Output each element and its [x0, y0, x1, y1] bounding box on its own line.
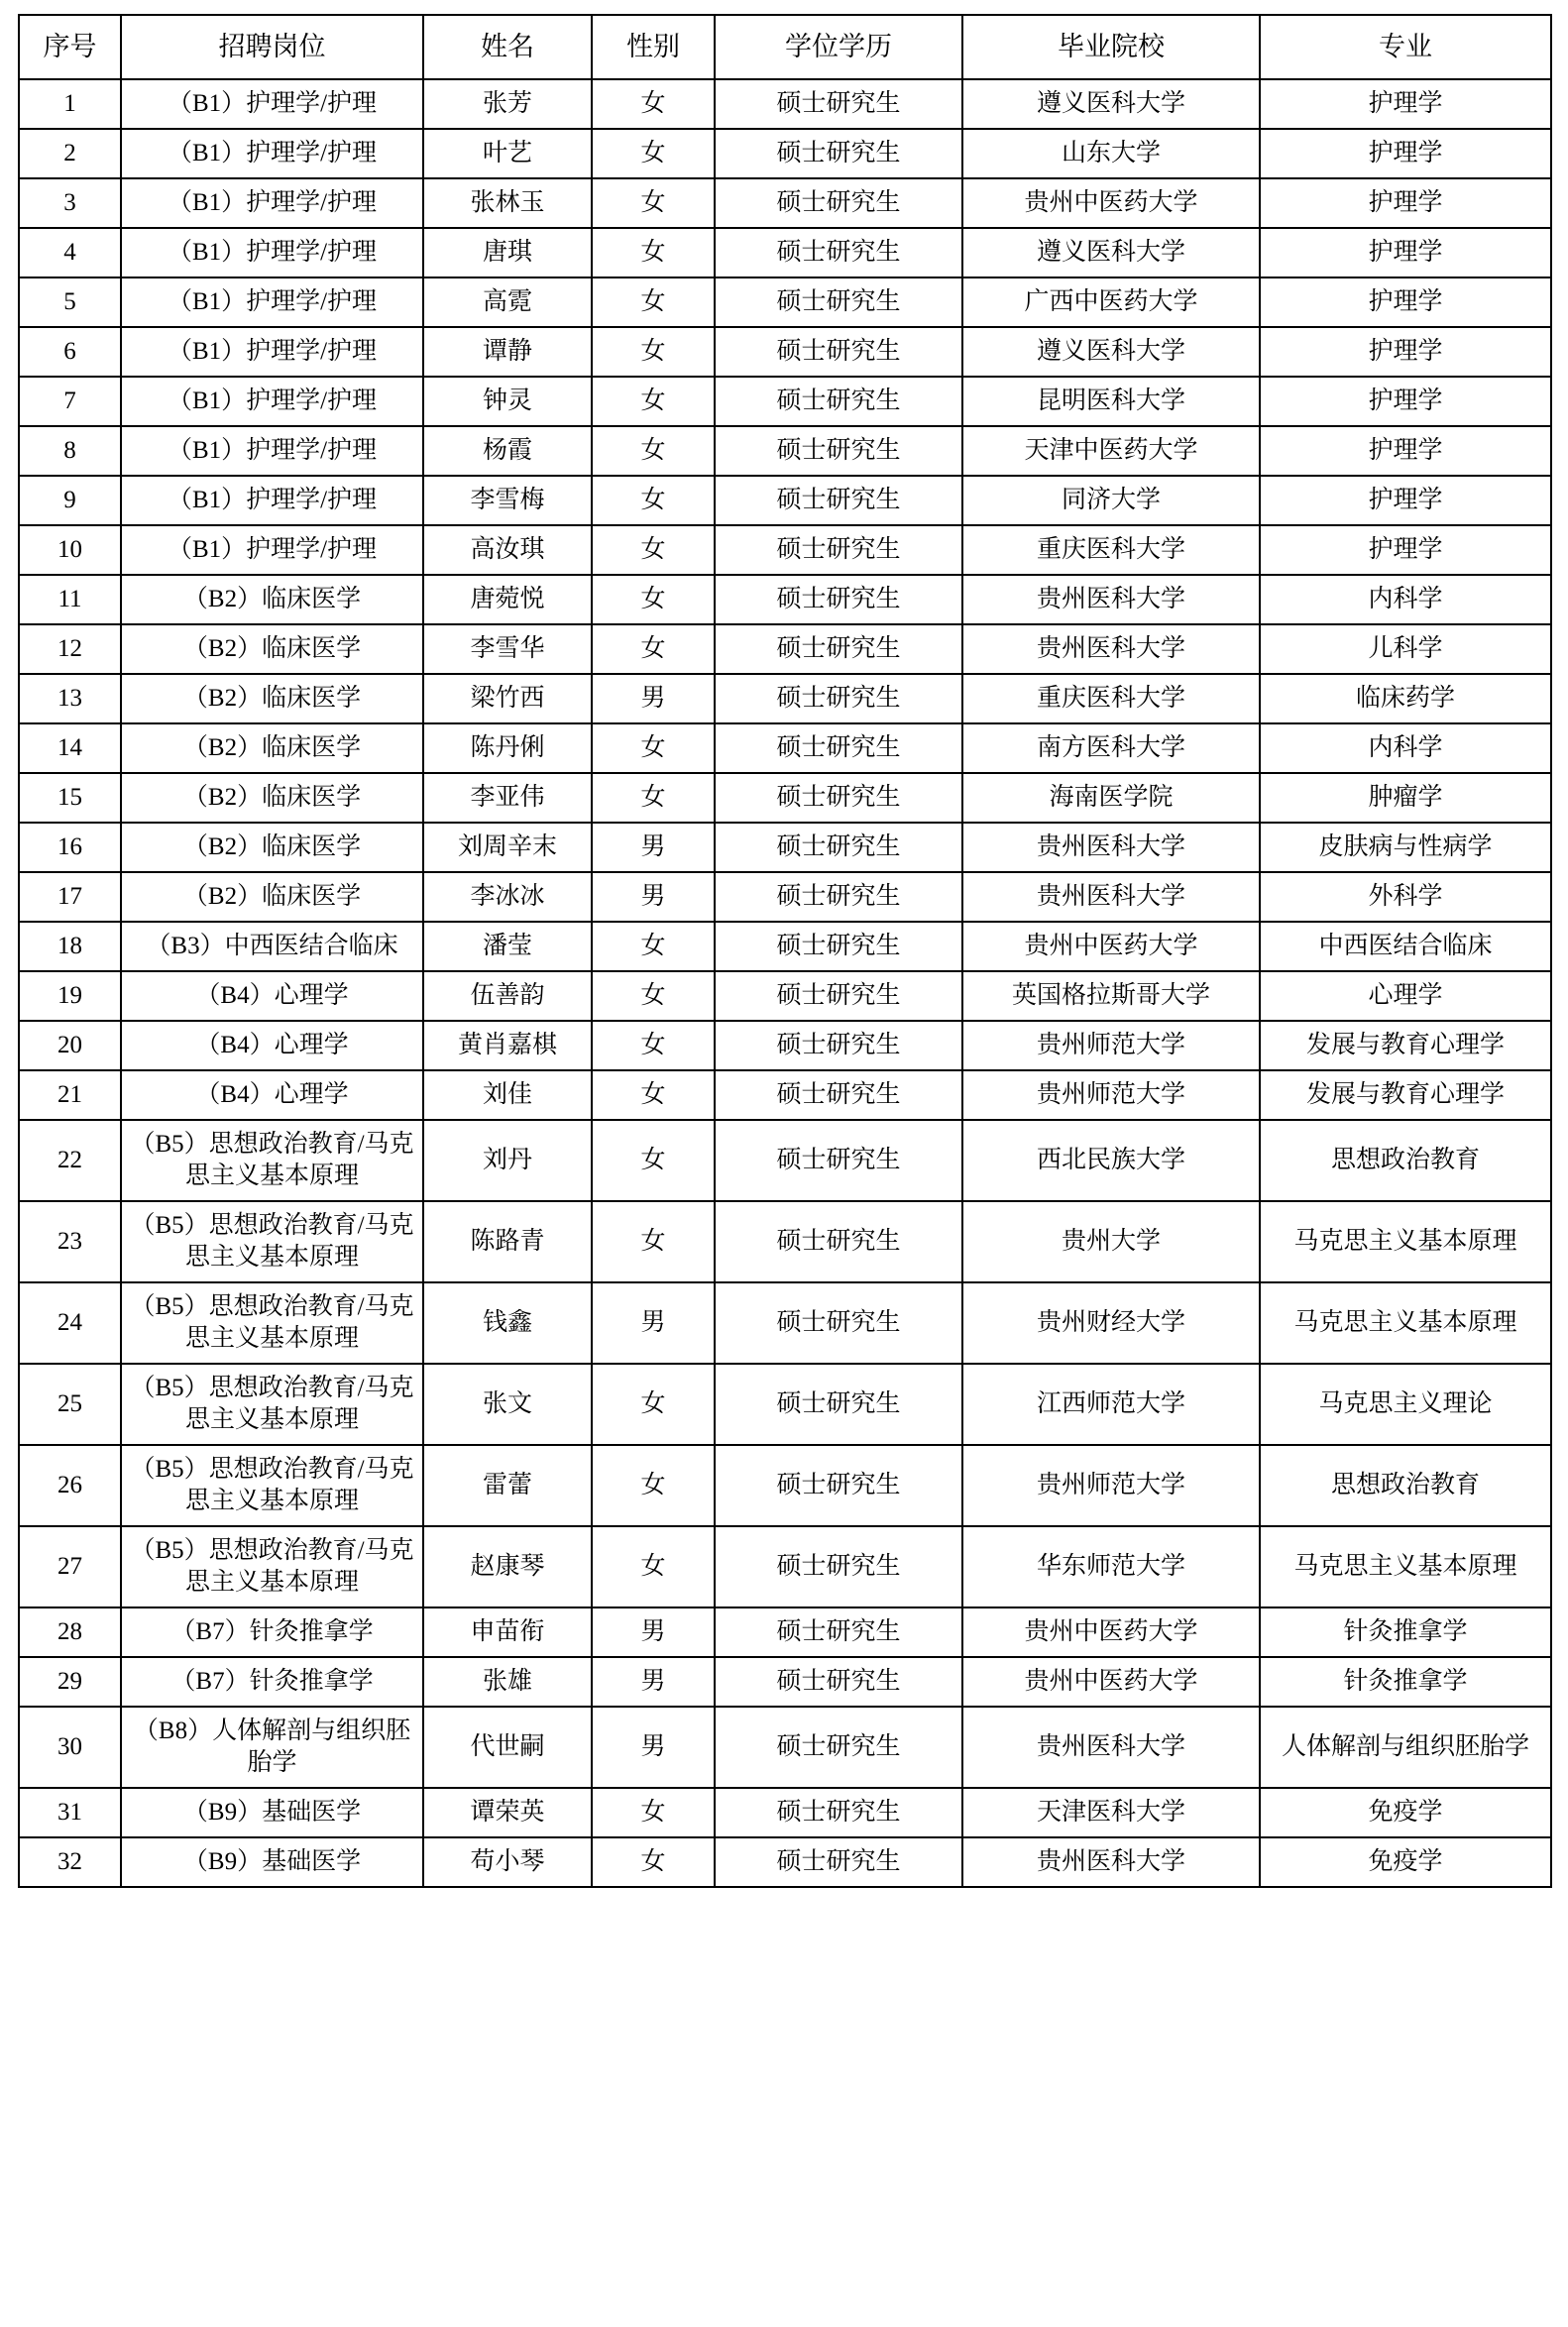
cell-gender: 女 — [592, 228, 715, 277]
cell-gender: 男 — [592, 872, 715, 922]
cell-degree: 硕士研究生 — [715, 1526, 962, 1607]
cell-school: 广西中医药大学 — [962, 277, 1260, 327]
column-header-index: 序号 — [19, 15, 121, 79]
cell-major: 心理学 — [1260, 971, 1551, 1021]
cell-degree: 硕士研究生 — [715, 476, 962, 525]
cell-name: 雷蕾 — [423, 1445, 592, 1526]
cell-major: 外科学 — [1260, 872, 1551, 922]
cell-degree: 硕士研究生 — [715, 228, 962, 277]
cell-gender: 男 — [592, 674, 715, 723]
cell-post: （B7）针灸推拿学 — [121, 1607, 423, 1657]
cell-index: 30 — [19, 1707, 121, 1788]
cell-degree: 硕士研究生 — [715, 129, 962, 178]
cell-index: 28 — [19, 1607, 121, 1657]
cell-name: 高汝琪 — [423, 525, 592, 575]
cell-major: 护理学 — [1260, 79, 1551, 129]
cell-index: 23 — [19, 1201, 121, 1282]
cell-degree: 硕士研究生 — [715, 1021, 962, 1070]
cell-degree: 硕士研究生 — [715, 1070, 962, 1120]
cell-post: （B1）护理学/护理 — [121, 377, 423, 426]
cell-index: 21 — [19, 1070, 121, 1120]
cell-major: 护理学 — [1260, 377, 1551, 426]
cell-post: （B2）临床医学 — [121, 723, 423, 773]
cell-name: 张林玉 — [423, 178, 592, 228]
cell-degree: 硕士研究生 — [715, 624, 962, 674]
cell-post: （B9）基础医学 — [121, 1837, 423, 1887]
cell-name: 张雄 — [423, 1657, 592, 1707]
cell-index: 27 — [19, 1526, 121, 1607]
cell-index: 26 — [19, 1445, 121, 1526]
cell-post: （B2）临床医学 — [121, 872, 423, 922]
cell-major: 针灸推拿学 — [1260, 1607, 1551, 1657]
cell-name: 钟灵 — [423, 377, 592, 426]
cell-major: 护理学 — [1260, 327, 1551, 377]
cell-index: 2 — [19, 129, 121, 178]
cell-name: 唐琪 — [423, 228, 592, 277]
table-row — [19, 79, 1551, 129]
cell-name: 钱鑫 — [423, 1282, 592, 1364]
cell-major: 护理学 — [1260, 178, 1551, 228]
cell-name: 张文 — [423, 1364, 592, 1445]
cell-post: （B1）护理学/护理 — [121, 476, 423, 525]
table-header — [19, 15, 1551, 79]
table-row — [19, 1788, 1551, 1837]
cell-degree: 硕士研究生 — [715, 1445, 962, 1526]
cell-post: （B1）护理学/护理 — [121, 178, 423, 228]
cell-gender: 女 — [592, 624, 715, 674]
cell-major: 马克思主义基本原理 — [1260, 1526, 1551, 1607]
cell-index: 7 — [19, 377, 121, 426]
cell-name: 赵康琴 — [423, 1526, 592, 1607]
cell-name: 伍善韵 — [423, 971, 592, 1021]
cell-index: 10 — [19, 525, 121, 575]
table-body — [19, 79, 1551, 1887]
table-row — [19, 723, 1551, 773]
cell-school: 遵义医科大学 — [962, 228, 1260, 277]
cell-major: 中西医结合临床 — [1260, 922, 1551, 971]
cell-major: 马克思主义理论 — [1260, 1364, 1551, 1445]
cell-gender: 女 — [592, 377, 715, 426]
cell-gender: 女 — [592, 277, 715, 327]
cell-school: 贵州师范大学 — [962, 1021, 1260, 1070]
cell-gender: 女 — [592, 575, 715, 624]
cell-major: 免疫学 — [1260, 1788, 1551, 1837]
table-row — [19, 922, 1551, 971]
cell-post: （B2）临床医学 — [121, 575, 423, 624]
cell-major: 内科学 — [1260, 575, 1551, 624]
table-row — [19, 1526, 1551, 1607]
cell-post: （B1）护理学/护理 — [121, 327, 423, 377]
cell-gender: 女 — [592, 971, 715, 1021]
cell-index: 15 — [19, 773, 121, 823]
cell-school: 贵州中医药大学 — [962, 922, 1260, 971]
table-row — [19, 575, 1551, 624]
cell-post: （B9）基础医学 — [121, 1788, 423, 1837]
cell-name: 刘佳 — [423, 1070, 592, 1120]
cell-gender: 男 — [592, 1707, 715, 1788]
cell-major: 肿瘤学 — [1260, 773, 1551, 823]
cell-index: 20 — [19, 1021, 121, 1070]
cell-gender: 男 — [592, 1607, 715, 1657]
cell-name: 陈丹俐 — [423, 723, 592, 773]
cell-post: （B5）思想政治教育/马克思主义基本原理 — [121, 1445, 423, 1526]
cell-school: 重庆医科大学 — [962, 525, 1260, 575]
recruitment-candidates-table — [18, 14, 1552, 1888]
cell-school: 天津医科大学 — [962, 1788, 1260, 1837]
cell-index: 18 — [19, 922, 121, 971]
cell-name: 梁竹西 — [423, 674, 592, 723]
cell-index: 12 — [19, 624, 121, 674]
cell-gender: 男 — [592, 823, 715, 872]
cell-name: 杨霞 — [423, 426, 592, 476]
cell-degree: 硕士研究生 — [715, 971, 962, 1021]
cell-school: 南方医科大学 — [962, 723, 1260, 773]
cell-school: 昆明医科大学 — [962, 377, 1260, 426]
cell-major: 护理学 — [1260, 277, 1551, 327]
table-row — [19, 1364, 1551, 1445]
table-row — [19, 129, 1551, 178]
cell-school: 重庆医科大学 — [962, 674, 1260, 723]
cell-post: （B2）临床医学 — [121, 823, 423, 872]
cell-gender: 女 — [592, 1788, 715, 1837]
cell-school: 贵州大学 — [962, 1201, 1260, 1282]
cell-index: 3 — [19, 178, 121, 228]
cell-index: 4 — [19, 228, 121, 277]
column-header-post: 招聘岗位 — [121, 15, 423, 79]
cell-school: 贵州医科大学 — [962, 1837, 1260, 1887]
cell-school: 贵州中医药大学 — [962, 1657, 1260, 1707]
cell-degree: 硕士研究生 — [715, 575, 962, 624]
cell-school: 遵义医科大学 — [962, 327, 1260, 377]
cell-major: 发展与教育心理学 — [1260, 1070, 1551, 1120]
cell-gender: 女 — [592, 922, 715, 971]
cell-major: 思想政治教育 — [1260, 1445, 1551, 1526]
cell-gender: 女 — [592, 723, 715, 773]
cell-name: 唐菀悦 — [423, 575, 592, 624]
cell-major: 皮肤病与性病学 — [1260, 823, 1551, 872]
table-row — [19, 426, 1551, 476]
cell-degree: 硕士研究生 — [715, 1788, 962, 1837]
table-row — [19, 228, 1551, 277]
cell-post: （B3）中西医结合临床 — [121, 922, 423, 971]
cell-school: 山东大学 — [962, 129, 1260, 178]
cell-major: 马克思主义基本原理 — [1260, 1282, 1551, 1364]
table-row — [19, 1657, 1551, 1707]
table-row — [19, 327, 1551, 377]
cell-degree: 硕士研究生 — [715, 1837, 962, 1887]
cell-post: （B1）护理学/护理 — [121, 79, 423, 129]
cell-degree: 硕士研究生 — [715, 277, 962, 327]
cell-school: 西北民族大学 — [962, 1120, 1260, 1201]
cell-school: 贵州师范大学 — [962, 1445, 1260, 1526]
cell-gender: 女 — [592, 1445, 715, 1526]
table-row — [19, 872, 1551, 922]
column-header-major: 专业 — [1260, 15, 1551, 79]
cell-degree: 硕士研究生 — [715, 674, 962, 723]
cell-index: 31 — [19, 1788, 121, 1837]
table-row — [19, 674, 1551, 723]
cell-major: 内科学 — [1260, 723, 1551, 773]
cell-school: 贵州医科大学 — [962, 1707, 1260, 1788]
cell-school: 同济大学 — [962, 476, 1260, 525]
cell-gender: 女 — [592, 1201, 715, 1282]
cell-name: 陈路青 — [423, 1201, 592, 1282]
cell-index: 11 — [19, 575, 121, 624]
table-row — [19, 1201, 1551, 1282]
cell-index: 16 — [19, 823, 121, 872]
cell-post: （B5）思想政治教育/马克思主义基本原理 — [121, 1120, 423, 1201]
cell-index: 8 — [19, 426, 121, 476]
cell-post: （B5）思想政治教育/马克思主义基本原理 — [121, 1201, 423, 1282]
cell-major: 护理学 — [1260, 426, 1551, 476]
cell-index: 22 — [19, 1120, 121, 1201]
cell-index: 1 — [19, 79, 121, 129]
cell-school: 贵州医科大学 — [962, 872, 1260, 922]
column-header-gender: 性别 — [592, 15, 715, 79]
cell-gender: 男 — [592, 1657, 715, 1707]
cell-index: 14 — [19, 723, 121, 773]
cell-school: 英国格拉斯哥大学 — [962, 971, 1260, 1021]
table-row — [19, 377, 1551, 426]
cell-degree: 硕士研究生 — [715, 1707, 962, 1788]
cell-name: 李雪梅 — [423, 476, 592, 525]
cell-name: 叶艺 — [423, 129, 592, 178]
cell-school: 贵州师范大学 — [962, 1070, 1260, 1120]
table-row — [19, 773, 1551, 823]
cell-name: 谭静 — [423, 327, 592, 377]
cell-degree: 硕士研究生 — [715, 1282, 962, 1364]
cell-name: 申苗衔 — [423, 1607, 592, 1657]
cell-post: （B4）心理学 — [121, 971, 423, 1021]
cell-degree: 硕士研究生 — [715, 922, 962, 971]
table-row — [19, 1021, 1551, 1070]
cell-name: 苟小琴 — [423, 1837, 592, 1887]
cell-name: 高霓 — [423, 277, 592, 327]
table-row — [19, 823, 1551, 872]
cell-school: 天津中医药大学 — [962, 426, 1260, 476]
cell-major: 马克思主义基本原理 — [1260, 1201, 1551, 1282]
cell-name: 代世嗣 — [423, 1707, 592, 1788]
cell-major: 护理学 — [1260, 228, 1551, 277]
cell-post: （B1）护理学/护理 — [121, 525, 423, 575]
cell-major: 针灸推拿学 — [1260, 1657, 1551, 1707]
cell-gender: 女 — [592, 1526, 715, 1607]
cell-name: 李冰冰 — [423, 872, 592, 922]
cell-major: 护理学 — [1260, 129, 1551, 178]
cell-post: （B5）思想政治教育/马克思主义基本原理 — [121, 1526, 423, 1607]
cell-school: 贵州财经大学 — [962, 1282, 1260, 1364]
cell-school: 遵义医科大学 — [962, 79, 1260, 129]
table-row — [19, 476, 1551, 525]
cell-degree: 硕士研究生 — [715, 1120, 962, 1201]
cell-degree: 硕士研究生 — [715, 377, 962, 426]
cell-name: 谭荣英 — [423, 1788, 592, 1837]
cell-degree: 硕士研究生 — [715, 426, 962, 476]
cell-index: 32 — [19, 1837, 121, 1887]
cell-gender: 女 — [592, 773, 715, 823]
table-row — [19, 178, 1551, 228]
table-row — [19, 971, 1551, 1021]
cell-school: 贵州中医药大学 — [962, 178, 1260, 228]
cell-gender: 女 — [592, 327, 715, 377]
cell-gender: 女 — [592, 426, 715, 476]
table-row — [19, 624, 1551, 674]
table-row — [19, 277, 1551, 327]
cell-major: 护理学 — [1260, 525, 1551, 575]
table-row — [19, 525, 1551, 575]
cell-index: 6 — [19, 327, 121, 377]
cell-index: 9 — [19, 476, 121, 525]
cell-degree: 硕士研究生 — [715, 1201, 962, 1282]
cell-gender: 女 — [592, 79, 715, 129]
cell-gender: 女 — [592, 1837, 715, 1887]
cell-post: （B5）思想政治教育/马克思主义基本原理 — [121, 1364, 423, 1445]
cell-index: 5 — [19, 277, 121, 327]
cell-degree: 硕士研究生 — [715, 525, 962, 575]
cell-gender: 女 — [592, 1021, 715, 1070]
cell-school: 华东师范大学 — [962, 1526, 1260, 1607]
cell-gender: 女 — [592, 1070, 715, 1120]
cell-school: 贵州医科大学 — [962, 575, 1260, 624]
cell-degree: 硕士研究生 — [715, 823, 962, 872]
cell-gender: 女 — [592, 178, 715, 228]
cell-degree: 硕士研究生 — [715, 723, 962, 773]
cell-gender: 女 — [592, 1120, 715, 1201]
cell-name: 潘莹 — [423, 922, 592, 971]
cell-post: （B1）护理学/护理 — [121, 277, 423, 327]
column-header-degree: 学位学历 — [715, 15, 962, 79]
table-row — [19, 1445, 1551, 1526]
cell-post: （B2）临床医学 — [121, 773, 423, 823]
cell-degree: 硕士研究生 — [715, 1657, 962, 1707]
cell-gender: 女 — [592, 1364, 715, 1445]
cell-name: 黄肖嘉棋 — [423, 1021, 592, 1070]
cell-degree: 硕士研究生 — [715, 178, 962, 228]
cell-post: （B4）心理学 — [121, 1070, 423, 1120]
cell-post: （B2）临床医学 — [121, 624, 423, 674]
cell-index: 13 — [19, 674, 121, 723]
cell-index: 29 — [19, 1657, 121, 1707]
cell-post: （B4）心理学 — [121, 1021, 423, 1070]
table-row — [19, 1837, 1551, 1887]
cell-post: （B1）护理学/护理 — [121, 426, 423, 476]
cell-index: 25 — [19, 1364, 121, 1445]
cell-major: 儿科学 — [1260, 624, 1551, 674]
cell-name: 李亚伟 — [423, 773, 592, 823]
cell-school: 海南医学院 — [962, 773, 1260, 823]
cell-gender: 女 — [592, 129, 715, 178]
cell-name: 刘周辛末 — [423, 823, 592, 872]
cell-name: 李雪华 — [423, 624, 592, 674]
cell-gender: 女 — [592, 525, 715, 575]
column-header-school: 毕业院校 — [962, 15, 1260, 79]
cell-post: （B5）思想政治教育/马克思主义基本原理 — [121, 1282, 423, 1364]
cell-major: 人体解剖与组织胚胎学 — [1260, 1707, 1551, 1788]
table-header-row — [19, 15, 1551, 79]
cell-degree: 硕士研究生 — [715, 872, 962, 922]
cell-major: 临床药学 — [1260, 674, 1551, 723]
cell-degree: 硕士研究生 — [715, 1364, 962, 1445]
cell-major: 发展与教育心理学 — [1260, 1021, 1551, 1070]
cell-major: 护理学 — [1260, 476, 1551, 525]
table-row — [19, 1707, 1551, 1788]
cell-school: 江西师范大学 — [962, 1364, 1260, 1445]
cell-degree: 硕士研究生 — [715, 773, 962, 823]
table-row — [19, 1607, 1551, 1657]
cell-index: 17 — [19, 872, 121, 922]
cell-post: （B2）临床医学 — [121, 674, 423, 723]
column-header-name: 姓名 — [423, 15, 592, 79]
cell-degree: 硕士研究生 — [715, 1607, 962, 1657]
cell-school: 贵州医科大学 — [962, 624, 1260, 674]
cell-school: 贵州中医药大学 — [962, 1607, 1260, 1657]
cell-index: 24 — [19, 1282, 121, 1364]
cell-post: （B7）针灸推拿学 — [121, 1657, 423, 1707]
cell-name: 刘丹 — [423, 1120, 592, 1201]
cell-gender: 女 — [592, 476, 715, 525]
table-row — [19, 1120, 1551, 1201]
cell-post: （B8）人体解剖与组织胚胎学 — [121, 1707, 423, 1788]
cell-post: （B1）护理学/护理 — [121, 228, 423, 277]
cell-name: 张芳 — [423, 79, 592, 129]
cell-post: （B1）护理学/护理 — [121, 129, 423, 178]
table-row — [19, 1282, 1551, 1364]
cell-index: 19 — [19, 971, 121, 1021]
cell-major: 免疫学 — [1260, 1837, 1551, 1887]
table-row — [19, 1070, 1551, 1120]
cell-major: 思想政治教育 — [1260, 1120, 1551, 1201]
cell-degree: 硕士研究生 — [715, 79, 962, 129]
cell-degree: 硕士研究生 — [715, 327, 962, 377]
cell-school: 贵州医科大学 — [962, 823, 1260, 872]
cell-gender: 男 — [592, 1282, 715, 1364]
